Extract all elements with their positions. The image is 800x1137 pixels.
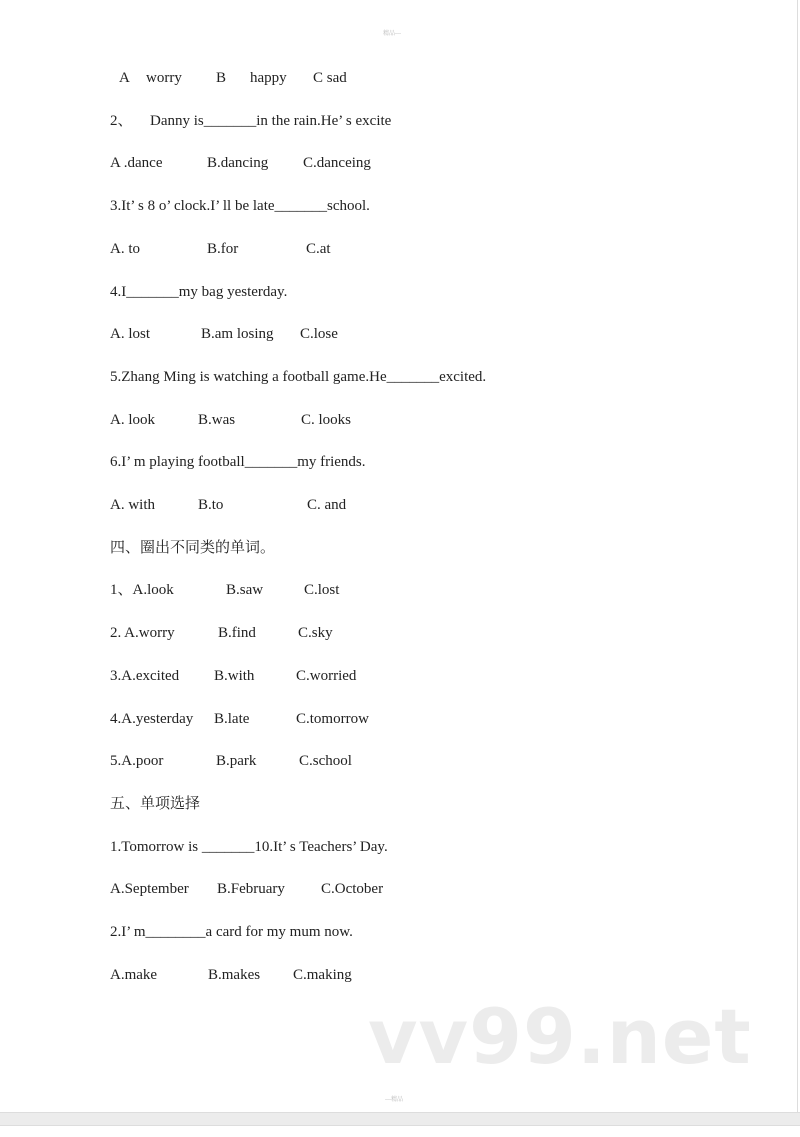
options-row (0, 580, 790, 600)
option-text: 2. A.worry (110, 625, 175, 642)
option-text: worry (146, 70, 182, 86)
line-text: 2.I’ m________a card for my mum now. (110, 924, 353, 940)
question-line (0, 794, 790, 814)
option-text: C. looks (301, 411, 352, 428)
option-text: C.worried (296, 667, 357, 684)
options-row (0, 751, 790, 771)
question-line (0, 367, 790, 387)
option-text: A. to (110, 240, 140, 257)
option-text: C.making (293, 966, 352, 983)
option-text: B.was (198, 411, 236, 428)
option-text: B.saw (226, 582, 264, 599)
options-row (0, 239, 790, 259)
option-text: C.danceing (303, 155, 371, 172)
option-text: 3.A.excited (110, 667, 180, 684)
option-text: C.school (299, 753, 352, 770)
page-footer: ---精品 (385, 1097, 403, 1103)
options-row (0, 965, 790, 985)
option-text: A (119, 70, 130, 86)
option-text: B.late (214, 710, 250, 727)
line-text: 6.I’ m playing football_______my friends. (110, 454, 366, 471)
line-text: Danny is_______in the rain.He’ s excite (150, 112, 392, 129)
option-text: C. and (307, 497, 347, 513)
question-line (0, 538, 790, 558)
question-line (0, 282, 790, 302)
options-row (0, 709, 790, 729)
option-text: 4.A.yesterday (110, 710, 194, 727)
option-text: B.to (198, 497, 224, 513)
line-text: 3.It’ s 8 o’ clock.I’ ll be late_______school. (110, 198, 370, 215)
question-line (0, 837, 790, 857)
option-text: A.make (110, 966, 158, 983)
question-line (0, 111, 790, 131)
option-text: B.with (214, 667, 255, 684)
option-text: C.sky (298, 625, 333, 642)
option-text: B.dancing (207, 155, 269, 172)
option-text: B.makes (208, 966, 261, 983)
option-text: 1、A.look (110, 582, 174, 599)
watermark: vv99.net (368, 992, 752, 1081)
options-row (0, 495, 790, 515)
option-text: C.at (306, 240, 331, 257)
option-text: A.September (110, 881, 189, 898)
option-text: B.February (217, 881, 285, 898)
line-text: 4.I_______my bag yesterday. (110, 283, 288, 300)
line-text: 四、圈出不同类的单词。 (110, 539, 276, 556)
option-text: happy (250, 70, 287, 86)
option-text: C sad (313, 70, 347, 86)
option-text: A. with (110, 497, 155, 513)
option-text: B.find (218, 625, 256, 642)
option-text: C.October (321, 881, 384, 898)
options-row (0, 410, 790, 430)
option-text: A. look (110, 411, 155, 428)
options-row (0, 666, 790, 686)
options-row (0, 324, 790, 344)
option-text: B.park (216, 753, 257, 770)
line-text: 1.Tomorrow is _______10.It’ s Teachers’ Day. (110, 838, 388, 855)
question-line (0, 452, 790, 472)
line-text: 五、单项选择 (110, 795, 201, 812)
question-line (0, 922, 790, 942)
option-text: C.lose (300, 326, 338, 343)
line-text: 5.Zhang Ming is watching a football game.He_______excited. (110, 368, 487, 385)
option-text: A .dance (110, 155, 163, 172)
option-text: A. lost (110, 326, 151, 343)
option-text: B.for (207, 240, 239, 257)
option-text: C.lost (304, 582, 340, 599)
option-text: 5.A.poor (110, 753, 164, 770)
question-line (0, 196, 790, 216)
options-row (0, 153, 790, 173)
line-text: 2、 (110, 112, 133, 129)
page-gap (0, 1112, 800, 1126)
options-row (0, 68, 790, 88)
options-row (0, 623, 790, 643)
option-text: B (216, 70, 227, 86)
option-text: B.am losing (201, 326, 274, 343)
option-text: C.tomorrow (296, 710, 369, 727)
options-row (0, 879, 790, 899)
page-header: 精品--- (383, 31, 401, 37)
